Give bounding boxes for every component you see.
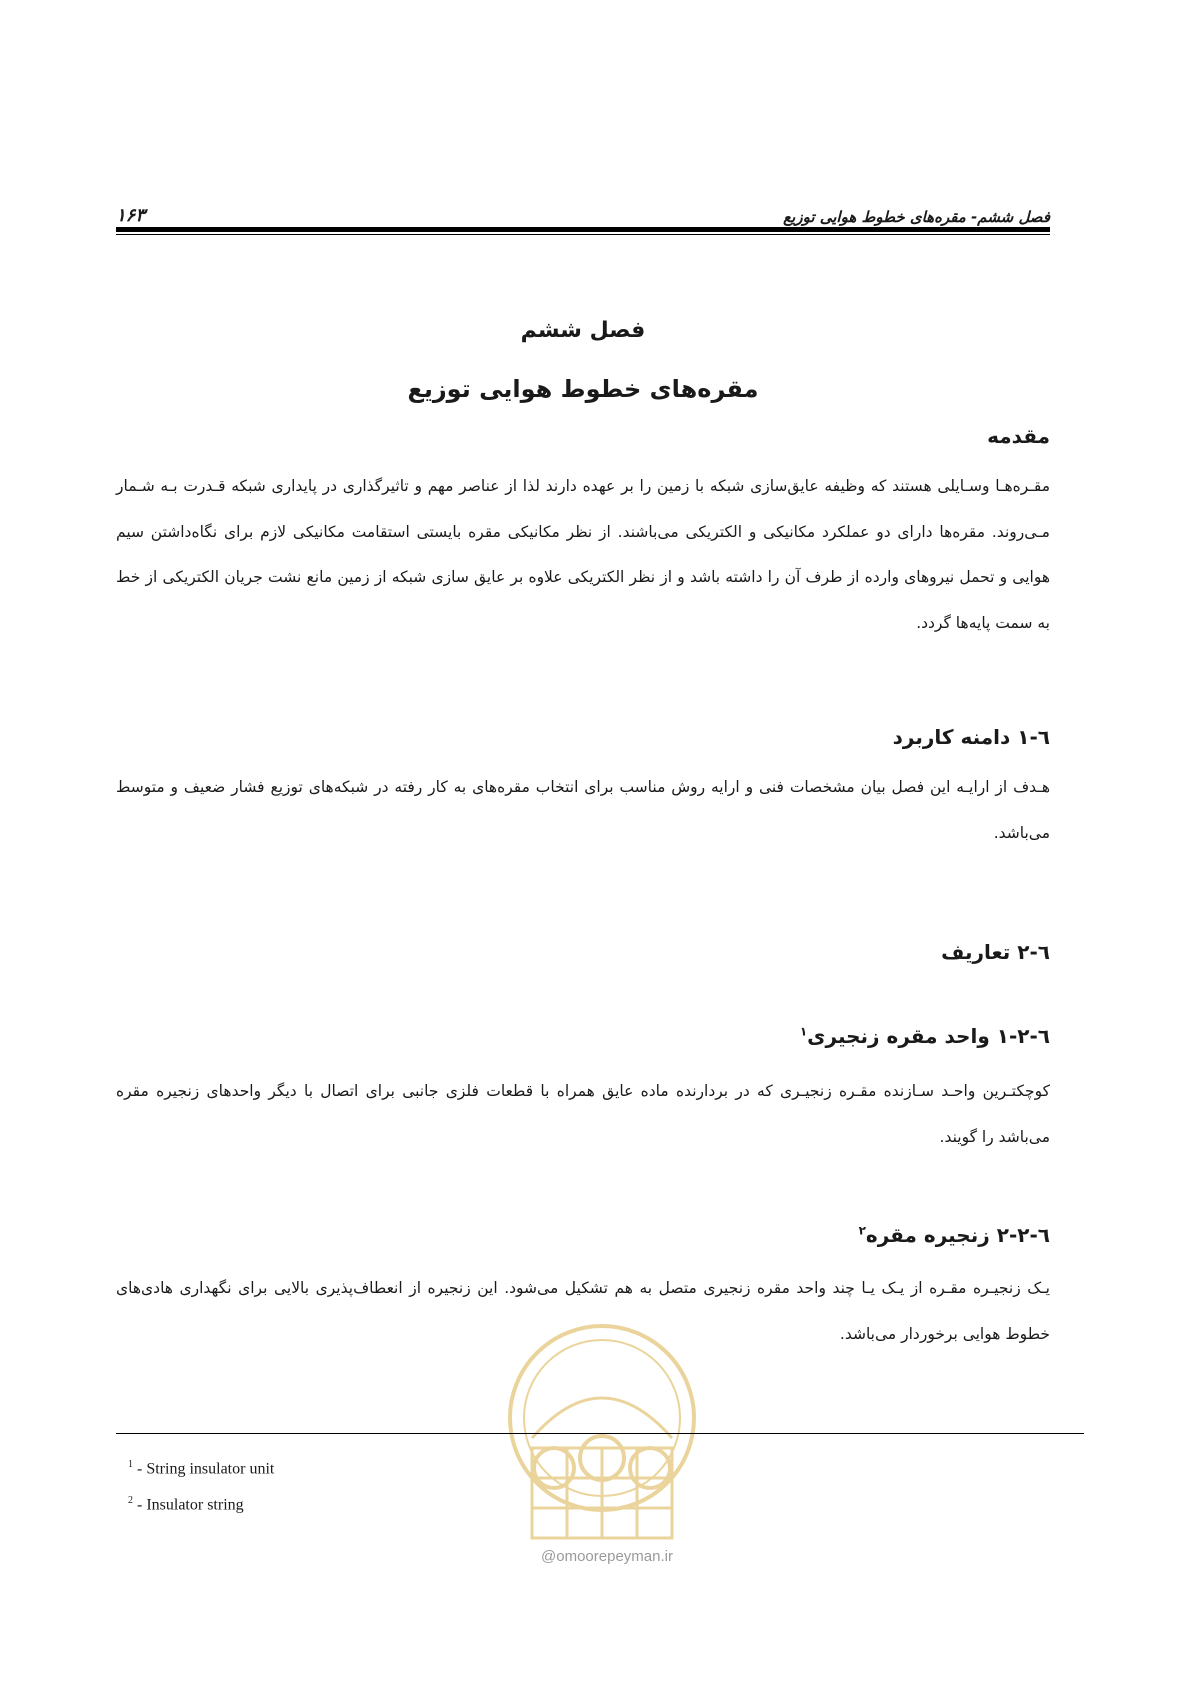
def1-heading-text: ٦-٢-١ واحد مقره زنجیری [807, 1024, 1050, 1048]
footnote-1 [128, 1449, 274, 1485]
watermark-logo [492, 1318, 712, 1558]
header-rule-thick [116, 227, 1050, 232]
footnote-1-text: - String insulator unit [133, 1460, 275, 1478]
def1-heading [116, 1024, 1050, 1048]
running-chapter-title: فصل ششم- مقره‌های خطوط هوایی توزیع [783, 208, 1050, 226]
page-number: ۱۶۳ [116, 205, 146, 226]
watermark-site: @omoorepeyman.ir [541, 1548, 673, 1565]
scope-heading: ٦-١ دامنه کاربرد [892, 725, 1050, 749]
chapter-label: فصل ششم [520, 318, 646, 343]
scope-paragraph: هـدف از ارایـه این فصل بیان مشخصات فنی و ارایه روش مناسب برای انتخاب مقره‌های به کار رفته در شبکه‌های توزیع فشار ضعیف و متوسط می‌باشد. [116, 778, 1050, 842]
def2-heading [116, 1223, 1050, 1247]
def2-paragraph: یـک زنجیـره مقـره از یـک یـا چند واحد مقره زنجیری متصل به هم تشکیل می‌شود. این زنجیره از انعطاف‌پذیری بالایی برای نگهداری هادی‌های خطوط هوایی برخوردار می‌باشد. [116, 1279, 1050, 1343]
header-rule-thin [116, 234, 1050, 235]
def2-footnote-ref: ۲ [858, 1223, 866, 1238]
def1-paragraph: کوچکتـرین واحـد سـازنده مقـره زنجیـری که در بردارنده ماده عایق همراه با قطعات فلزی جانبی برای اتصال با دیگر واحدهای زنجیره مقره می‌باشد را گویند. [116, 1082, 1050, 1146]
def1-footnote-ref: ۱ [799, 1024, 808, 1039]
intro-paragraph: مقـره‌هـا وسـایلی هستند که وظیفه عایق‌سازی شبکه با زمین را بر عهده دارند لذا از عناصر مهم و تاثیرگذاری در پایداری شبکه قـدرت بـه شـمار مـی‌روند. مقره‌ها دارای دو عملکرد مکانیکی و الکتریکی می‌باشند. از نظر مکانیکی مقره بایستی استقامت مکانیکی لازم برای نگاه‌داشتن سیم هوایی و تحمل نیروهای وارده از طرف آن را داشته باشد و از نظر الکتریکی علاوه بر عایق سازی شبکه از زمین مانع نشت جریان الکتریکی از خط به سمت پایه‌ها گردد. [116, 477, 1050, 632]
intro-heading: مقدمه [987, 424, 1050, 448]
chapter-title: مقره‌های خطوط هوایی توزیع [407, 375, 759, 403]
footnote-2 [128, 1485, 274, 1521]
footnotes [128, 1449, 274, 1522]
running-header [116, 196, 1050, 226]
footnote-1-number: 1 [128, 1459, 133, 1470]
footnote-2-text: - Insulator string [133, 1496, 244, 1514]
def2-heading-text: ٦-٢-٢ زنجیره مقره [865, 1223, 1050, 1247]
footnote-2-number: 2 [128, 1495, 133, 1507]
footnote-rule [116, 1433, 1084, 1434]
definitions-heading: ٦-٢ تعاریف [941, 940, 1050, 964]
